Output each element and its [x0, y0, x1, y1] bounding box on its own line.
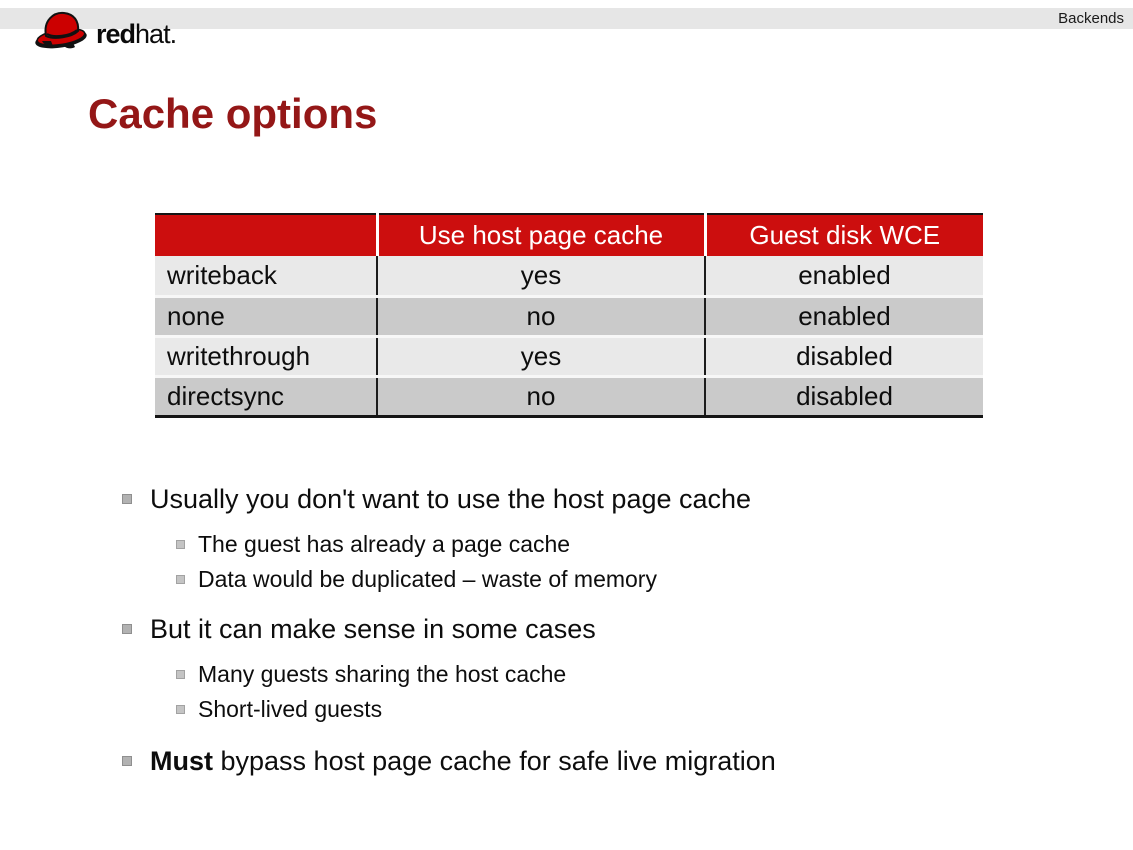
- table-cell: no: [377, 376, 705, 416]
- bullet-square-icon: [122, 624, 132, 634]
- list-item-text: bypass host page cache for safe live migration: [220, 746, 776, 776]
- bullet-square-icon: [122, 756, 132, 766]
- table-header-row: [155, 214, 983, 256]
- list-item-text: But it can make sense in some cases: [150, 614, 596, 644]
- bullet-square-icon: [122, 494, 132, 504]
- list-item: [0, 695, 1133, 724]
- column-header-mode: [155, 214, 377, 256]
- list-item: [0, 660, 1133, 689]
- table-row: [155, 336, 983, 376]
- list-item-text: Many guests sharing the host cache: [198, 661, 567, 687]
- logo-wordmark: [96, 21, 176, 48]
- list-item: [0, 530, 1133, 559]
- table-row: [155, 376, 983, 416]
- list-item: [0, 612, 1133, 646]
- deck-section-label: Backends: [1058, 10, 1124, 27]
- bullet-square-icon: [176, 540, 185, 549]
- bullet-square-icon: [176, 575, 185, 584]
- table-cell: disabled: [705, 336, 983, 376]
- redhat-logo: [34, 8, 176, 50]
- column-header-guest-disk-wce: Guest disk WCE: [705, 214, 983, 256]
- bullet-square-icon: [176, 670, 185, 679]
- column-header-host-page-cache: Use host page cache: [377, 214, 705, 256]
- table-cell: yes: [377, 336, 705, 376]
- bullet-list: [0, 482, 1133, 778]
- list-item: [0, 744, 1133, 778]
- cache-options-table: [155, 213, 983, 418]
- list-item-text: The guest has already a page cache: [198, 531, 571, 557]
- list-item-text: Data would be duplicated – waste of memory: [198, 566, 657, 592]
- table-cell: none: [155, 296, 377, 336]
- table-row: [155, 256, 983, 296]
- table-cell: directsync: [155, 376, 377, 416]
- table-cell: writethrough: [155, 336, 377, 376]
- table-header: [155, 214, 983, 256]
- logo-word-red: red: [96, 19, 136, 49]
- page-title: Cache options: [88, 90, 378, 137]
- list-item-bold-prefix: Must: [150, 746, 221, 776]
- table-cell: writeback: [155, 256, 377, 296]
- table-cell: enabled: [705, 296, 983, 336]
- list-item-text: Short-lived guests: [198, 696, 383, 722]
- table-cell: no: [377, 296, 705, 336]
- bullet-square-icon: [176, 705, 185, 714]
- list-item: [0, 482, 1133, 516]
- table-row: [155, 296, 983, 336]
- list-item: [0, 565, 1133, 594]
- logo-word-hat: hat.: [135, 19, 177, 49]
- table-cell: disabled: [705, 376, 983, 416]
- table-cell: enabled: [705, 256, 983, 296]
- fedora-hat-icon: [34, 8, 90, 50]
- table-cell: yes: [377, 256, 705, 296]
- list-item-text: Usually you don't want to use the host page cache: [150, 484, 752, 514]
